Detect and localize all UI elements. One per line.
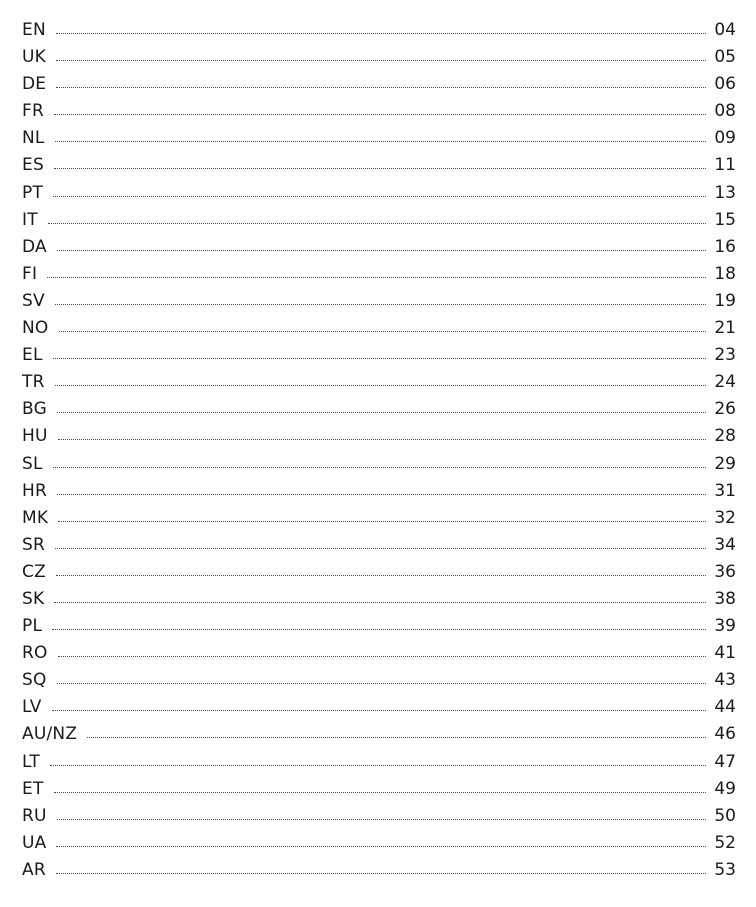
toc-language-code: FR: [22, 101, 44, 122]
toc-language-code: ET: [22, 778, 44, 799]
toc-language-code: PT: [22, 182, 44, 203]
dot-leader: [48, 223, 706, 224]
toc-entry[interactable]: [22, 857, 736, 884]
toc-page-number: 38: [714, 588, 736, 609]
toc-page-number: 34: [714, 534, 736, 555]
toc-page-number: 31: [714, 480, 736, 501]
toc-page-number: 46: [714, 724, 736, 745]
toc-page-number: 44: [714, 697, 736, 718]
toc-language-code: MK: [22, 507, 49, 528]
toc-page-number: 29: [714, 453, 736, 474]
toc-language-code: UA: [22, 832, 47, 853]
toc-language-code: UK: [22, 47, 46, 68]
dot-leader: [58, 656, 706, 657]
toc-page-number: 21: [714, 318, 736, 339]
toc-page-number: 39: [714, 616, 736, 637]
dot-leader: [56, 87, 706, 88]
toc-page-number: 52: [714, 832, 736, 853]
toc-page-number: 11: [714, 155, 736, 176]
toc-page-number: 05: [714, 47, 736, 68]
toc-entry[interactable]: [22, 98, 736, 125]
dot-leader: [56, 33, 706, 34]
dot-leader: [54, 602, 706, 603]
toc-language-code: IT: [22, 209, 38, 230]
dot-leader: [54, 168, 706, 169]
toc-language-code: DA: [22, 236, 47, 257]
toc-entry[interactable]: [22, 234, 736, 261]
toc-entry[interactable]: [22, 71, 736, 98]
toc-language-code: SR: [22, 534, 46, 555]
toc-language-code: NO: [22, 318, 49, 339]
toc-entry[interactable]: [22, 261, 736, 288]
dot-leader: [59, 331, 707, 332]
toc-entry[interactable]: [22, 17, 736, 44]
toc-entry[interactable]: [22, 505, 736, 532]
toc-entry[interactable]: [22, 342, 736, 369]
dot-leader: [57, 412, 706, 413]
toc-entry[interactable]: [22, 830, 736, 857]
toc-entry[interactable]: [22, 721, 736, 748]
dot-leader: [56, 846, 706, 847]
toc-language-code: PL: [22, 616, 43, 637]
toc-language-code: SQ: [22, 670, 47, 691]
toc-page-number: 08: [714, 101, 736, 122]
toc-entry[interactable]: [22, 288, 736, 315]
dot-leader: [53, 196, 706, 197]
dot-leader: [57, 250, 706, 251]
toc-entry[interactable]: [22, 152, 736, 179]
toc-page-number: 36: [714, 561, 736, 582]
dot-leader: [47, 277, 706, 278]
toc-page-number: 16: [714, 236, 736, 257]
toc-entry[interactable]: [22, 803, 736, 830]
toc-entry[interactable]: [22, 694, 736, 721]
toc-page-number: 32: [714, 507, 736, 528]
toc-language-code: BG: [22, 399, 47, 420]
dot-leader: [58, 439, 706, 440]
toc-entry[interactable]: [22, 369, 736, 396]
toc-entry[interactable]: [22, 180, 736, 207]
toc-language-code: RU: [22, 805, 47, 826]
toc-page-number: 23: [714, 345, 736, 366]
toc-language-code: SK: [22, 588, 45, 609]
toc-page-number: 26: [714, 399, 736, 420]
toc-entry[interactable]: [22, 125, 736, 152]
toc-page-number: 43: [714, 670, 736, 691]
dot-leader: [55, 304, 706, 305]
toc-page-number: 28: [714, 426, 736, 447]
toc-language-code: TR: [22, 372, 45, 393]
toc-entry[interactable]: [22, 315, 736, 342]
toc-entry[interactable]: [22, 207, 736, 234]
toc-page-number: 47: [714, 751, 736, 772]
dot-leader: [55, 141, 706, 142]
toc-page-number: 09: [714, 128, 736, 149]
toc-entry[interactable]: [22, 640, 736, 667]
dot-leader: [56, 60, 706, 61]
dot-leader: [54, 792, 706, 793]
toc-entry[interactable]: [22, 667, 736, 694]
dot-leader: [56, 575, 706, 576]
toc-entry[interactable]: [22, 396, 736, 423]
dot-leader: [55, 548, 706, 549]
toc-page-number: 19: [714, 290, 736, 311]
dot-leader: [55, 385, 706, 386]
toc-entry[interactable]: [22, 586, 736, 613]
toc-entry[interactable]: [22, 451, 736, 478]
toc-language-code: HU: [22, 426, 48, 447]
toc-page-number: 24: [714, 372, 736, 393]
dot-leader: [57, 819, 706, 820]
toc-entry[interactable]: [22, 776, 736, 803]
toc-language-code: DE: [22, 74, 47, 95]
dot-leader: [53, 358, 706, 359]
toc-language-code: RO: [22, 643, 48, 664]
toc-page-number: 50: [714, 805, 736, 826]
toc-page-number: 18: [714, 263, 736, 284]
dot-leader: [54, 114, 706, 115]
toc-entry[interactable]: [22, 559, 736, 586]
toc-entry[interactable]: [22, 613, 736, 640]
toc-entry[interactable]: [22, 478, 736, 505]
dot-leader: [58, 521, 706, 522]
toc-page-number: 13: [714, 182, 736, 203]
toc-page-number: 53: [714, 859, 736, 880]
dot-leader: [52, 629, 706, 630]
dot-leader: [57, 683, 706, 684]
toc-language-code: LV: [22, 697, 42, 718]
dot-leader: [50, 765, 706, 766]
toc-language-code: HR: [22, 480, 47, 501]
toc-language-code: NL: [22, 128, 45, 149]
toc-language-code: AU/NZ: [22, 724, 78, 745]
toc-language-code: SV: [22, 290, 45, 311]
dot-leader: [53, 467, 706, 468]
dot-leader: [56, 873, 706, 874]
dot-leader: [52, 710, 706, 711]
toc-page-number: 04: [714, 20, 736, 40]
toc-entry[interactable]: [22, 423, 736, 450]
toc-language-code: ES: [22, 155, 44, 176]
toc-language-code: EL: [22, 345, 43, 366]
toc-page-number: 49: [714, 778, 736, 799]
toc-entry[interactable]: [22, 749, 736, 776]
toc-entry[interactable]: [22, 532, 736, 559]
toc-language-code: CZ: [22, 561, 46, 582]
toc-entry[interactable]: [22, 44, 736, 71]
toc-page-number: 06: [714, 74, 736, 95]
toc-language-code: AR: [22, 859, 46, 880]
toc-language-code: SL: [22, 453, 43, 474]
dot-leader: [87, 737, 706, 738]
toc-page-number: 41: [714, 643, 736, 664]
toc-language-code: LT: [22, 751, 40, 772]
toc-language-code: FI: [22, 263, 38, 284]
dot-leader: [57, 494, 706, 495]
toc-language-code: EN: [22, 20, 46, 40]
table-of-contents: [22, 17, 736, 884]
toc-page-number: 15: [714, 209, 736, 230]
